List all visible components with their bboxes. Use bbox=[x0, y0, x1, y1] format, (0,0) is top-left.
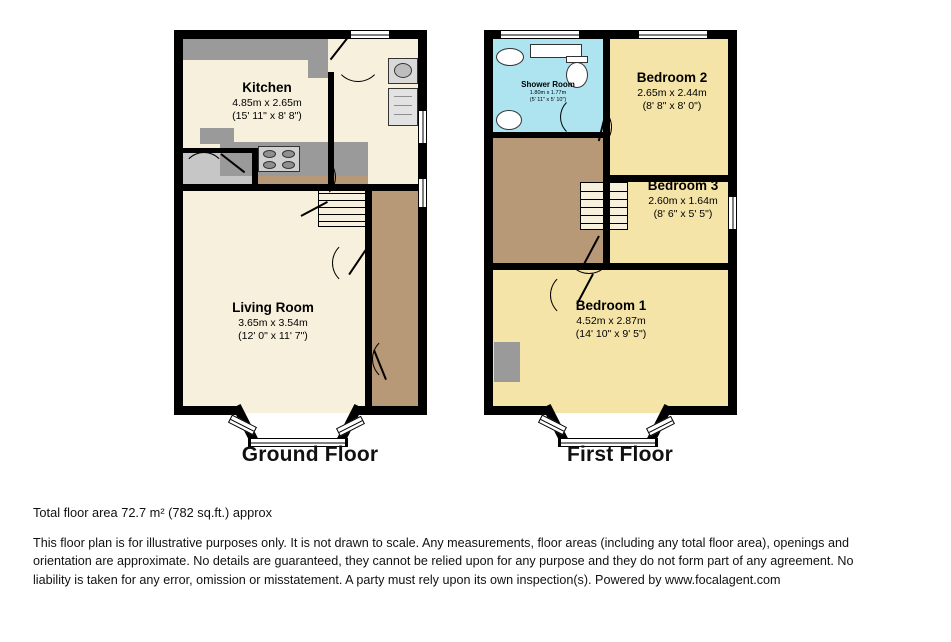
shower-room-label-imperial: (5' 11" x 5' 10") bbox=[529, 96, 567, 103]
kitchen-label-metric: 4.85m x 2.65m bbox=[232, 96, 302, 109]
footer bbox=[33, 505, 913, 589]
window-bedroom2-rear bbox=[638, 30, 708, 39]
wall-hall-living-divider bbox=[365, 184, 372, 415]
bedroom1-fill bbox=[490, 270, 733, 413]
first-floor-title: First Floor bbox=[566, 443, 674, 466]
bedroom3-label bbox=[628, 178, 738, 221]
bath-icon bbox=[496, 48, 524, 66]
wall-first-left bbox=[484, 30, 493, 415]
bedroom2-label-metric: 2.65m x 2.44m bbox=[637, 86, 707, 99]
kitchen-worktop-top bbox=[178, 38, 328, 60]
basin-icon bbox=[496, 110, 522, 130]
hob-ring-3 bbox=[263, 161, 276, 169]
bedroom2-label-imperial: (8' 8" x 8' 0") bbox=[642, 100, 702, 112]
window-shower-rear bbox=[500, 30, 580, 39]
bedroom2-label-name: Bedroom 2 bbox=[636, 70, 708, 85]
ground-floor-plan bbox=[160, 0, 460, 490]
kitchen-label-name: Kitchen bbox=[242, 80, 292, 95]
toilet-cistern-icon bbox=[566, 56, 588, 63]
wall-ground-right bbox=[418, 30, 427, 415]
bedroom1-label-name: Bedroom 1 bbox=[575, 298, 647, 313]
door-arc-kitchen-rear bbox=[334, 34, 382, 82]
wall-first-bottom-right bbox=[666, 406, 737, 415]
wall-ground-left bbox=[174, 30, 183, 415]
shower-room-label bbox=[514, 80, 582, 104]
door-arc-utility bbox=[182, 152, 226, 196]
drainer-icon bbox=[388, 88, 418, 126]
kitchen-label bbox=[192, 80, 342, 123]
bedroom3-label-metric: 2.60m x 1.64m bbox=[648, 194, 718, 207]
door-arc-kitchen-hall bbox=[292, 155, 336, 199]
disclaimer-text: This floor plan is for illustrative purposes only. It is not drawn to scale. Any measurements, floor areas (including any total floor area), openings and orientation are approximate. No details are guaranteed, they cannot be relied upon for any purpose and they do not form part of any agreement. No liability is taken for any error, omission or misstatement. A party must rely upon its own inspection(s). Powered by www.focalagent.com bbox=[33, 536, 854, 587]
wall-understair-divider bbox=[252, 148, 258, 188]
bedroom3-label-imperial: (8' 6" x 5' 5") bbox=[653, 208, 713, 220]
total-floor-area-text: Total floor area 72.7 m² (782 sq.ft.) approx bbox=[33, 505, 272, 520]
bedroom1-label-metric: 4.52m x 2.87m bbox=[576, 314, 646, 327]
living-room-label-imperial: (12' 0" x 11' 7") bbox=[238, 330, 308, 342]
wall-ground-bottom-left bbox=[174, 406, 239, 415]
drainer-line-2 bbox=[394, 105, 412, 106]
living-room-label bbox=[192, 300, 354, 343]
wall-bedroom2-divider bbox=[603, 30, 610, 178]
living-room-label-metric: 3.65m x 3.54m bbox=[238, 316, 308, 329]
drainer-line-1 bbox=[394, 96, 412, 97]
bedroom1-label bbox=[546, 298, 676, 341]
hob-ring-1 bbox=[263, 150, 276, 158]
kitchen-worktop-right bbox=[308, 38, 328, 78]
wall-first-bottom-left bbox=[484, 406, 549, 415]
wall-understair-top bbox=[180, 148, 258, 153]
shower-room-label-metric: 1.80m x 1.77m bbox=[529, 90, 567, 96]
wall-bedroom1-divider bbox=[484, 263, 737, 270]
ground-floor-title: Ground Floor bbox=[241, 443, 379, 466]
first-floor-plan bbox=[470, 0, 770, 490]
landing-cupboard bbox=[494, 342, 520, 382]
bedroom3-label-name: Bedroom 3 bbox=[647, 178, 719, 193]
window-hall-right bbox=[418, 178, 427, 208]
drainer-line-3 bbox=[394, 114, 412, 115]
bedroom2-label bbox=[613, 70, 731, 113]
kitchen-unit-left bbox=[200, 128, 234, 144]
shower-room-label-name: Shower Room bbox=[521, 80, 575, 89]
window-kitchen-right bbox=[418, 110, 427, 144]
living-room-label-name: Living Room bbox=[232, 300, 314, 315]
bedroom1-label-imperial: (14' 10" x 9' 5") bbox=[575, 328, 647, 340]
kitchen-label-imperial: (15' 11" x 8' 8") bbox=[232, 110, 302, 122]
hob-ring-2 bbox=[282, 150, 295, 158]
sink-bowl-icon bbox=[394, 63, 412, 78]
